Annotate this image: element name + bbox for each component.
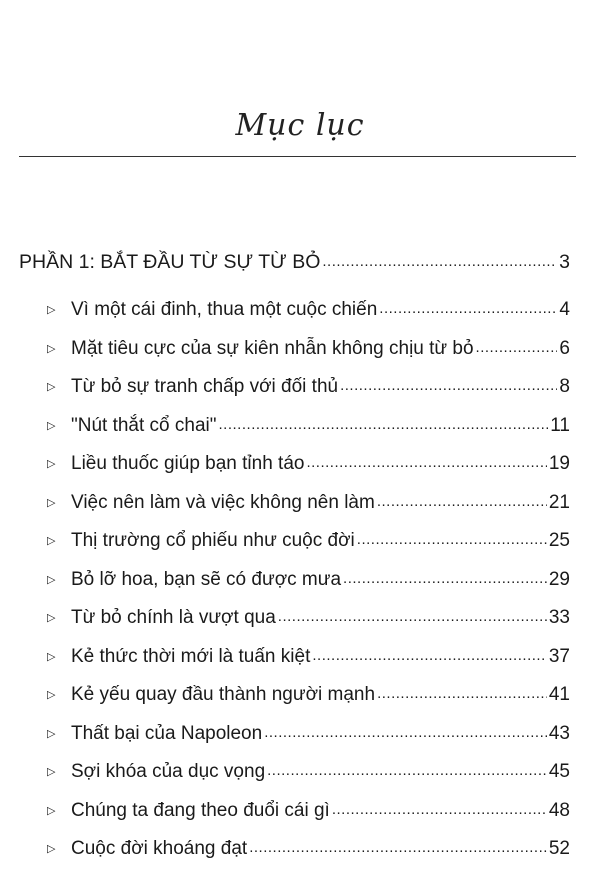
triangle-bullet-icon: ▷: [47, 612, 56, 624]
entry-label: Thị trường cổ phiếu như cuộc đời: [71, 530, 355, 551]
dot-leader: [219, 412, 549, 437]
entry-label: Chúng ta đang theo đuổi cái gì: [71, 799, 330, 821]
triangle-bullet-icon: ▷: [47, 650, 56, 663]
dot-leader: [379, 296, 557, 321]
dot-leader: [377, 489, 547, 514]
dot-leader: [278, 604, 547, 629]
entry-page-number: 48: [548, 799, 570, 821]
triangle-bullet-icon: ▷: [47, 766, 56, 778]
entry-page-number: 19: [548, 453, 570, 474]
triangle-bullet-icon: ▷: [47, 689, 56, 701]
triangle-bullet-icon: ▷: [47, 804, 56, 817]
entry-page-number: 43: [548, 722, 570, 744]
dot-leader: [476, 335, 558, 360]
entry-label: Từ bỏ sự tranh chấp với đối thủ: [71, 376, 339, 397]
triangle-bullet-icon: ▷: [47, 573, 56, 586]
entry-page-number: 6: [559, 337, 570, 359]
toc-entry[interactable]: [47, 491, 570, 517]
entry-label: Liều thuốc giúp bạn tỉnh táo: [71, 453, 305, 474]
entry-page-number: 33: [548, 607, 570, 628]
title-divider: [19, 156, 576, 157]
dot-leader: [343, 566, 547, 591]
dot-leader: [264, 720, 547, 745]
triangle-bullet-icon: ▷: [47, 496, 56, 509]
part-page-number: 3: [559, 251, 570, 273]
entry-label: Từ bỏ chính là vượt qua: [71, 607, 276, 628]
toc-entry[interactable]: [47, 683, 570, 709]
triangle-bullet-icon: ▷: [47, 381, 56, 393]
entry-page-number: 21: [548, 491, 570, 513]
entry-label: "Nút thắt cổ chai": [71, 414, 217, 436]
toc-entry[interactable]: [47, 298, 570, 324]
toc-entry[interactable]: [47, 529, 570, 555]
toc-entry[interactable]: [47, 606, 570, 632]
toc-entry[interactable]: [47, 837, 570, 863]
triangle-bullet-icon: ▷: [47, 419, 56, 432]
dot-leader: [312, 643, 547, 668]
part-label: PHẦN 1: BẮT ĐẦU TỪ SỰ TỪ BỎ: [19, 251, 321, 273]
page-title: Mục lục: [235, 108, 365, 143]
dot-leader: [249, 835, 547, 860]
toc-entry[interactable]: [47, 414, 570, 440]
entry-page-number: 29: [548, 568, 570, 590]
triangle-bullet-icon: ▷: [47, 843, 56, 855]
triangle-bullet-icon: ▷: [47, 727, 56, 740]
entry-page-number: 41: [548, 684, 570, 705]
entry-page-number: 25: [548, 530, 570, 551]
entry-page-number: 8: [559, 376, 570, 397]
toc-entry[interactable]: [47, 375, 570, 401]
entry-page-number: 45: [548, 761, 570, 782]
triangle-bullet-icon: ▷: [47, 535, 56, 547]
entry-page-number: 52: [548, 838, 570, 859]
triangle-bullet-icon: ▷: [47, 342, 56, 355]
entry-label: Mặt tiêu cực của sự kiên nhẫn không chịu từ bỏ: [71, 337, 474, 359]
toc-entry[interactable]: [47, 760, 570, 786]
dot-leader: [340, 373, 557, 398]
entry-label: Cuộc đời khoáng đạt: [71, 838, 248, 859]
entry-page-number: 37: [548, 645, 570, 667]
dot-leader: [377, 681, 547, 706]
triangle-bullet-icon: ▷: [47, 458, 56, 470]
triangle-bullet-icon: ▷: [47, 304, 56, 316]
entry-label: Bỏ lỡ hoa, bạn sẽ có được mưa: [71, 568, 342, 590]
toc-entry[interactable]: [47, 645, 570, 671]
entry-label: Kẻ thức thời mới là tuấn kiệt: [71, 645, 311, 667]
toc-entry[interactable]: [47, 722, 570, 748]
toc-entry[interactable]: [47, 337, 570, 363]
toc-part-heading[interactable]: [19, 250, 570, 276]
entry-label: Việc nên làm và việc không nên làm: [71, 491, 375, 513]
entry-label: Kẻ yếu quay đầu thành người mạnh: [71, 684, 376, 705]
dot-leader: [332, 797, 547, 822]
toc-entry[interactable]: [47, 568, 570, 594]
entry-label: Thất bại của Napoleon: [71, 722, 263, 744]
toc-entry[interactable]: [47, 452, 570, 478]
dot-leader: [357, 527, 547, 552]
dot-leader: [267, 758, 547, 783]
entry-page-number: 11: [550, 414, 570, 436]
entry-label: Sợi khóa của dục vọng: [71, 761, 266, 782]
toc-entry[interactable]: [47, 799, 570, 825]
dot-leader: [322, 248, 557, 274]
entry-label: Vì một cái đinh, thua một cuộc chiến: [71, 299, 378, 320]
entry-page-number: 4: [559, 299, 570, 320]
dot-leader: [306, 450, 546, 475]
